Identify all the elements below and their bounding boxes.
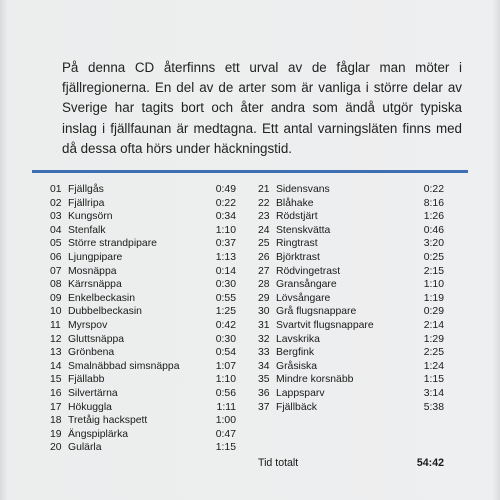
- total-time-value: 54:42: [416, 457, 444, 469]
- track-number: 11: [50, 319, 61, 331]
- track-number: 12: [50, 333, 62, 345]
- track-row: [50, 441, 236, 455]
- track-number: 35: [258, 374, 270, 386]
- track-name: Lövsångare: [276, 292, 331, 304]
- track-row: [50, 387, 236, 401]
- track-row: [258, 224, 444, 238]
- track-duration: 0:55: [215, 292, 236, 304]
- track-name: Tretåig hackspett: [68, 415, 148, 427]
- track-duration: 1:07: [215, 360, 236, 372]
- track-duration: 0:34: [215, 211, 236, 223]
- track-number: 36: [258, 387, 270, 399]
- track-duration: 1:13: [215, 251, 236, 263]
- track-row: [258, 278, 444, 292]
- track-row: [258, 360, 444, 374]
- track-list-left: [50, 183, 236, 455]
- track-row: [50, 210, 236, 224]
- track-row: [258, 292, 444, 306]
- track-duration: 1:29: [423, 333, 444, 345]
- track-name: Hökuggla: [68, 401, 112, 413]
- track-number: 27: [258, 265, 270, 277]
- track-row: [50, 401, 236, 415]
- track-number: 21: [258, 184, 270, 195]
- track-name: Bergfink: [276, 347, 315, 359]
- track-number: 33: [258, 347, 270, 359]
- track-number: 23: [258, 211, 270, 223]
- track-name: Gransångare: [276, 279, 337, 291]
- track-duration: 1:19: [423, 292, 444, 304]
- track-row: [50, 265, 236, 279]
- track-number: 16: [50, 387, 62, 399]
- track-duration: 3:20: [423, 238, 444, 250]
- track-number: 15: [50, 374, 62, 386]
- track-name: Gluttsnäppa: [68, 333, 125, 345]
- track-name: Stenfalk: [68, 224, 106, 236]
- track-row: [258, 346, 444, 360]
- total-time-row: [258, 457, 444, 469]
- track-row: [258, 373, 444, 387]
- track-row: [50, 197, 236, 211]
- track-row: [50, 346, 236, 360]
- track-name: Fjällripa: [68, 197, 105, 209]
- track-duration: 1:10: [215, 224, 236, 236]
- track-number: 03: [50, 211, 62, 223]
- track-duration: 0:30: [215, 279, 236, 291]
- track-number: 13: [50, 347, 62, 359]
- track-duration: 0:30: [215, 333, 236, 345]
- track-row: [258, 401, 444, 415]
- track-name: Enkelbeckasin: [68, 292, 136, 304]
- track-row: [258, 210, 444, 224]
- track-number: 20: [50, 442, 62, 454]
- track-duration: 0:29: [423, 306, 444, 318]
- track-duration: 1:26: [423, 211, 444, 223]
- track-list-right: [258, 183, 444, 414]
- track-duration: 3:14: [423, 387, 444, 399]
- track-number: 17: [50, 401, 62, 413]
- track-name: Lappsparv: [276, 387, 325, 399]
- track-name: Ängspiplärka: [68, 428, 129, 440]
- track-number: 08: [50, 279, 62, 291]
- track-duration: 1:00: [215, 415, 236, 427]
- track-number: 09: [50, 292, 62, 304]
- track-row: [258, 319, 444, 333]
- track-name: Silvertärna: [68, 387, 118, 399]
- track-name: Ljungpipare: [68, 251, 123, 263]
- track-number: 32: [258, 333, 270, 345]
- track-row: [50, 360, 236, 374]
- track-duration: 0:22: [423, 184, 444, 195]
- track-number: 22: [258, 197, 270, 209]
- track-name: Ringtrast: [276, 238, 318, 250]
- track-number: 14: [50, 360, 62, 372]
- track-row: [258, 387, 444, 401]
- track-row: [50, 251, 236, 265]
- track-row: [50, 278, 236, 292]
- track-row: [50, 333, 236, 347]
- track-duration: 2:25: [423, 347, 444, 359]
- track-name: Fjällabb: [68, 374, 105, 386]
- track-name: Svartvit flugsnappare: [276, 319, 374, 331]
- track-number: 26: [258, 251, 270, 263]
- track-row: [50, 373, 236, 387]
- track-number: 34: [258, 360, 270, 372]
- track-name: Mosnäppa: [68, 265, 117, 277]
- track-number: 28: [258, 279, 270, 291]
- track-name: Myrspov: [68, 319, 108, 331]
- track-duration: 0:56: [215, 387, 236, 399]
- track-row: [258, 197, 444, 211]
- track-duration: 1:25: [215, 306, 236, 318]
- total-time-label: Tid totalt: [258, 457, 299, 469]
- track-number: 18: [50, 415, 62, 427]
- track-number: 05: [50, 238, 62, 250]
- track-name: Sidensvans: [276, 184, 330, 195]
- track-name: Smalnäbbad simsnäppa: [68, 360, 180, 372]
- track-duration: 1:10: [423, 279, 444, 291]
- track-number: 24: [258, 224, 270, 236]
- track-duration: 8:16: [423, 197, 444, 209]
- track-duration: 2:14: [423, 319, 444, 331]
- track-number: 02: [50, 197, 62, 209]
- track-name: Rödvingetrast: [276, 265, 341, 277]
- track-row: [258, 305, 444, 319]
- track-duration: 1:24: [423, 360, 444, 372]
- track-duration: 0:46: [423, 224, 444, 236]
- track-duration: 1:15: [423, 374, 444, 386]
- track-duration: 0:14: [215, 265, 236, 277]
- track-duration: 0:42: [215, 319, 236, 331]
- track-number: 10: [50, 306, 62, 318]
- track-name: Gulärla: [68, 442, 102, 454]
- track-duration: 5:38: [423, 401, 444, 413]
- track-duration: 0:37: [215, 238, 236, 250]
- track-row: [50, 319, 236, 333]
- track-name: Björktrast: [276, 251, 320, 263]
- track-number: 01: [50, 184, 62, 195]
- track-row: [258, 333, 444, 347]
- divider-line: [32, 170, 468, 173]
- track-name: Stenskvätta: [276, 224, 331, 236]
- track-row: [50, 305, 236, 319]
- track-duration: 0:25: [423, 251, 444, 263]
- track-name: Lavskrika: [276, 333, 320, 345]
- track-row: [258, 251, 444, 265]
- track-number: 25: [258, 238, 270, 250]
- track-row: [258, 265, 444, 279]
- track-name: Kärrsnäppa: [68, 279, 122, 291]
- track-name: Fjällgås: [68, 184, 104, 195]
- track-row: [50, 237, 236, 251]
- track-number: 07: [50, 265, 62, 277]
- track-name: Större strandpipare: [68, 238, 157, 250]
- track-number: 06: [50, 251, 62, 263]
- track-duration: 0:49: [215, 184, 236, 195]
- track-row: [50, 292, 236, 306]
- track-name: Mindre korsnäbb: [276, 374, 354, 386]
- track-row: [50, 224, 236, 238]
- track-name: Grönbena: [68, 347, 115, 359]
- track-duration: 0:54: [215, 347, 236, 359]
- track-duration: 1:15: [215, 442, 236, 454]
- track-name: Fjällbäck: [276, 401, 317, 413]
- track-name: Rödstjärt: [276, 211, 318, 223]
- track-name: Dubbelbeckasin: [68, 306, 142, 318]
- track-row: [50, 414, 236, 428]
- track-row: [258, 183, 444, 197]
- track-duration: 1:10: [215, 374, 236, 386]
- track-number: 04: [50, 224, 62, 236]
- track-row: [50, 183, 236, 197]
- track-number: 29: [258, 292, 270, 304]
- track-row: [50, 428, 236, 442]
- track-number: 37: [258, 401, 270, 413]
- track-duration: 0:22: [215, 197, 236, 209]
- track-duration: 2:15: [423, 265, 444, 277]
- track-duration: 1:11: [216, 401, 236, 413]
- track-number: 19: [50, 428, 62, 440]
- track-name: Gråsiska: [276, 360, 317, 372]
- track-number: 30: [258, 306, 270, 318]
- track-row: [258, 237, 444, 251]
- track-name: Grå flugsnappare: [276, 306, 357, 318]
- track-name: Blåhake: [276, 197, 314, 209]
- track-number: 31: [258, 319, 270, 331]
- track-name: Kungsörn: [68, 211, 113, 223]
- intro-text: På denna CD återfinns ett urval av de fåglar man möter i fjällregionerna. En del av de arter som är vanliga i större delar av Sverige har tagits bort och åter andra som ändå utgör typiska inslag i fjällfaunan är medtagna. Ett antal varningsläten finns med då dessa ofta hörs under häckningstid.: [62, 60, 462, 156]
- track-duration: 0:47: [215, 428, 236, 440]
